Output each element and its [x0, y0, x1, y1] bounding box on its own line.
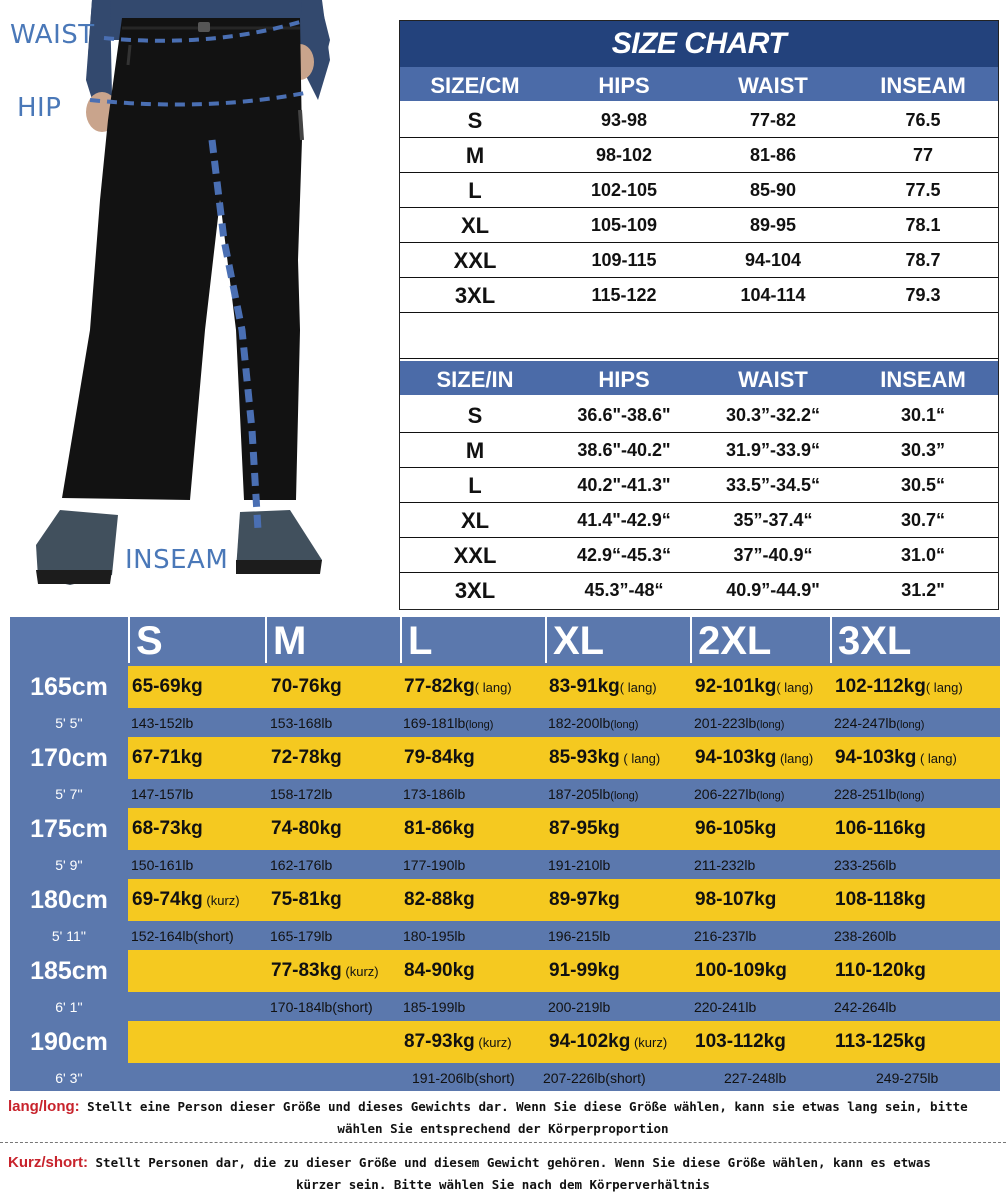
lb-value: 201-223lb(long) — [694, 715, 785, 731]
in-waist: 31.9”-33.9“ — [725, 440, 821, 460]
in-hips: 38.6"-40.2" — [577, 440, 671, 460]
in-row — [400, 573, 998, 608]
in-header-inseam: INSEAM — [880, 367, 966, 392]
kg-value: 79-84kg — [404, 747, 475, 768]
cm-row — [400, 208, 998, 243]
cm-hips: 102-105 — [590, 180, 658, 200]
height-cm: 190cm — [30, 1028, 108, 1056]
kg-value: 96-105kg — [695, 818, 777, 839]
kg-value: 77-83kg (kurz) — [271, 960, 379, 981]
kg-value: 74-80kg — [271, 818, 342, 839]
cm-inseam: 76.5 — [905, 110, 941, 130]
size-header: L — [400, 617, 545, 663]
in-inseam: 30.7“ — [900, 510, 946, 530]
kg-value: 69-74kg (kurz) — [132, 889, 240, 910]
lb-value: 191-206lb(short) — [412, 1070, 515, 1086]
height-ft: 5' 7'' — [55, 786, 83, 802]
in-row — [400, 503, 998, 538]
lb-value: 162-176lb — [270, 857, 333, 873]
lb-value: 153-168lb — [270, 715, 333, 731]
in-inseam: 30.3” — [900, 440, 946, 460]
lb-value: 169-181lb(long) — [403, 715, 494, 731]
size-chart — [399, 20, 999, 610]
in-row — [400, 398, 998, 433]
cm-header-size: SIZE/CM — [430, 73, 520, 98]
cm-waist: 77-82 — [749, 110, 797, 130]
cm-row — [400, 103, 998, 138]
cm-size: XXL — [453, 248, 497, 273]
kg-value: 113-125kg — [835, 1031, 926, 1052]
lb-value: 152-164lb(short) — [131, 928, 234, 944]
in-header-hips: HIPS — [598, 367, 650, 392]
cm-size: 3XL — [454, 283, 496, 308]
lb-row — [10, 922, 1000, 950]
lb-value: 173-186lb — [403, 786, 466, 802]
cm-hips: 105-109 — [590, 215, 658, 235]
note-key: Kurz/short: — [8, 1154, 88, 1171]
cm-row — [400, 173, 998, 208]
kg-value: 81-86kg — [404, 818, 475, 839]
lb-value: 150-161lb — [131, 857, 194, 873]
in-waist: 40.9”-44.9" — [726, 580, 820, 600]
size-header: 3XL — [830, 617, 1000, 663]
note-short — [8, 1152, 998, 1196]
lb-value: 216-237lb — [694, 928, 757, 944]
cm-inseam: 77 — [912, 145, 934, 165]
kg-value: 94-102kg (kurz) — [549, 1031, 668, 1052]
divider — [0, 1142, 1006, 1143]
cm-inseam: 77.5 — [905, 180, 941, 200]
note-text-line2: wählen Sie entsprechend der Körperproportion — [337, 1121, 669, 1136]
cm-size: XL — [460, 213, 490, 238]
lb-value: 233-256lb — [834, 857, 897, 873]
in-inseam: 31.2" — [901, 580, 945, 600]
lb-value: 238-260lb — [834, 928, 897, 944]
waist-label: WAIST — [10, 20, 95, 50]
lb-row — [10, 780, 1000, 808]
kg-value: 68-73kg — [132, 818, 203, 839]
height-weight-table — [10, 617, 1000, 1091]
height-cm: 170cm — [30, 744, 108, 772]
in-size: S — [467, 403, 483, 428]
size-header: M — [265, 617, 400, 663]
size-header: XL — [545, 617, 690, 663]
note-text: Stellt Personen dar, die zu dieser Größe und diesem Gewicht gehören. Wenn Sie diese Größe wählen, kann es etwas — [88, 1155, 931, 1170]
lb-value: 158-172lb — [270, 786, 333, 802]
in-inseam: 30.5“ — [900, 475, 946, 495]
lb-value: 196-215lb — [548, 928, 611, 944]
in-waist: 35”-37.4“ — [733, 510, 813, 530]
in-hips: 40.2"-41.3" — [577, 475, 671, 495]
kg-value: 67-71kg — [132, 747, 203, 768]
note-text-line2: kürzer sein. Bitte wählen Sie nach dem Körperverhältnis — [296, 1177, 710, 1192]
lb-value: 187-205lb(long) — [548, 786, 639, 802]
cm-row — [400, 278, 998, 313]
kg-value: 70-76kg — [271, 676, 342, 697]
cm-header-waist: WAIST — [738, 73, 808, 98]
cm-size: S — [467, 108, 483, 133]
in-row — [400, 468, 998, 503]
in-inseam: 30.1“ — [900, 405, 946, 425]
in-size: M — [465, 438, 485, 463]
kg-value: 89-97kg — [549, 889, 620, 910]
lb-value: 224-247lb(long) — [834, 715, 925, 731]
cm-row — [400, 243, 998, 278]
kg-value: 65-69kg — [132, 676, 203, 697]
kg-value: 91-99kg — [549, 960, 620, 981]
cm-waist: 94-104 — [744, 250, 802, 270]
lb-value: 182-200lb(long) — [548, 715, 639, 731]
in-row — [400, 538, 998, 573]
kg-value: 82-88kg — [404, 889, 475, 910]
lb-value: 242-264lb — [834, 999, 897, 1015]
in-hips: 36.6"-38.6" — [577, 405, 671, 425]
kg-value: 87-93kg (kurz) — [404, 1031, 512, 1052]
lb-value: 211-232lb — [694, 857, 756, 873]
kg-value — [130, 1021, 132, 1063]
kg-value — [269, 1021, 271, 1063]
in-hips: 41.4"-42.9“ — [577, 510, 671, 530]
cm-inseam: 78.1 — [905, 215, 941, 235]
kg-value: 110-120kg — [835, 960, 926, 981]
lb-value: 200-219lb — [548, 999, 611, 1015]
lb-value: 165-179lb — [270, 928, 333, 944]
lb-value: 185-199lb — [403, 999, 466, 1015]
cm-header-hips: HIPS — [598, 73, 650, 98]
lb-row — [10, 709, 1000, 737]
cm-hips: 115-122 — [591, 285, 657, 305]
cm-size: L — [468, 178, 482, 203]
height-cm: 185cm — [30, 957, 108, 985]
cm-hips: 98-102 — [595, 145, 653, 165]
kg-value: 100-109kg — [695, 960, 787, 981]
cm-waist: 81-86 — [749, 145, 797, 165]
in-hips: 45.3”-48“ — [584, 580, 664, 600]
height-cm: 165cm — [30, 673, 108, 701]
in-inseam: 31.0“ — [900, 545, 946, 565]
kg-value: 83-91kg( lang) — [549, 676, 657, 697]
size-header: S — [128, 617, 265, 663]
kg-value: 75-81kg — [271, 889, 342, 910]
lb-value: 147-157lb — [131, 786, 194, 802]
model-figure — [0, 0, 395, 610]
in-header-waist: WAIST — [738, 367, 808, 392]
kg-row — [10, 808, 1000, 850]
kg-value: 98-107kg — [695, 889, 777, 910]
in-hips: 42.9“-45.3“ — [576, 545, 672, 565]
kg-value: 106-116kg — [835, 818, 926, 839]
kg-value: 84-90kg — [404, 960, 475, 981]
height-cm: 175cm — [30, 815, 108, 843]
height-ft: 5' 9'' — [55, 857, 83, 873]
lb-value: 206-227lb(long) — [694, 786, 785, 802]
kg-value: 102-112kg( lang) — [835, 676, 963, 697]
lb-value: 170-184lb(short) — [270, 999, 373, 1015]
size-chart-title: SIZE CHART — [400, 21, 998, 67]
size-header: 2XL — [690, 617, 830, 663]
in-size: L — [468, 473, 482, 498]
cm-inseam: 79.3 — [905, 285, 941, 305]
note-key: lang/long: — [8, 1098, 80, 1115]
cm-waist: 104-114 — [740, 285, 806, 305]
cm-waist: 89-95 — [749, 215, 797, 235]
in-waist: 33.5”-34.5“ — [725, 475, 821, 495]
kg-value: 103-112kg — [695, 1031, 786, 1052]
kg-row — [10, 1021, 1000, 1063]
lb-value: 143-152lb — [131, 715, 194, 731]
cm-size: M — [465, 143, 485, 168]
lb-value: 191-210lb — [548, 857, 611, 873]
height-cm: 180cm — [30, 886, 108, 914]
cm-hips: 109-115 — [591, 250, 657, 270]
note-long — [8, 1096, 998, 1140]
lb-row — [10, 1064, 1000, 1092]
kg-value: 108-118kg — [835, 889, 926, 910]
cm-waist: 85-90 — [749, 180, 797, 200]
height-ft: 5' 11'' — [51, 928, 87, 944]
lb-value: 207-226lb(short) — [543, 1070, 646, 1086]
in-size: XXL — [453, 543, 497, 568]
kg-value: 72-78kg — [271, 747, 342, 768]
model-illustration — [0, 0, 395, 610]
kg-value: 87-95kg — [549, 818, 620, 839]
in-waist: 37”-40.9“ — [733, 545, 813, 565]
kg-row — [10, 666, 1000, 708]
in-size: 3XL — [454, 578, 496, 603]
lb-value: 227-248lb — [724, 1070, 787, 1086]
kg-value: 94-103kg ( lang) — [835, 747, 957, 768]
lb-value: 249-275lb — [876, 1070, 939, 1086]
in-size: XL — [460, 508, 490, 533]
kg-value: 94-103kg (lang) — [695, 747, 814, 768]
kg-value: 77-82kg( lang) — [404, 676, 512, 697]
lb-value: 228-251lb(long) — [834, 786, 925, 802]
in-row — [400, 433, 998, 468]
kg-row — [10, 879, 1000, 921]
lb-value: 177-190lb — [403, 857, 466, 873]
height-ft: 5' 5'' — [55, 715, 83, 731]
lb-row — [10, 993, 1000, 1021]
height-ft: 6' 1'' — [55, 999, 83, 1015]
kg-value: 92-101kg( lang) — [695, 676, 814, 697]
cm-header-row — [400, 67, 998, 101]
kg-value: 85-93kg ( lang) — [549, 747, 661, 768]
kg-value — [130, 950, 132, 992]
cm-row — [400, 138, 998, 173]
hip-label: HIP — [17, 93, 62, 123]
size-header-row — [10, 617, 1000, 663]
kg-row — [10, 737, 1000, 779]
lb-value: 180-195lb — [403, 928, 466, 944]
cm-inseam: 78.7 — [905, 250, 941, 270]
lb-value: 220-241lb — [694, 999, 757, 1015]
in-waist: 30.3”-32.2“ — [725, 405, 821, 425]
in-header-size: SIZE/IN — [436, 367, 514, 392]
spacer-row — [400, 313, 998, 359]
cm-hips: 93-98 — [600, 110, 648, 130]
note-text: Stellt eine Person dieser Größe und dieses Gewichts dar. Wenn Sie diese Größe wählen, kann sie etwas lang sein, bitte — [79, 1099, 968, 1114]
lb-row — [10, 851, 1000, 879]
cm-header-inseam: INSEAM — [880, 73, 966, 98]
inseam-label: INSEAM — [125, 545, 229, 575]
kg-row — [10, 950, 1000, 992]
in-header-row — [400, 361, 998, 395]
height-ft: 6' 3'' — [55, 1070, 83, 1086]
